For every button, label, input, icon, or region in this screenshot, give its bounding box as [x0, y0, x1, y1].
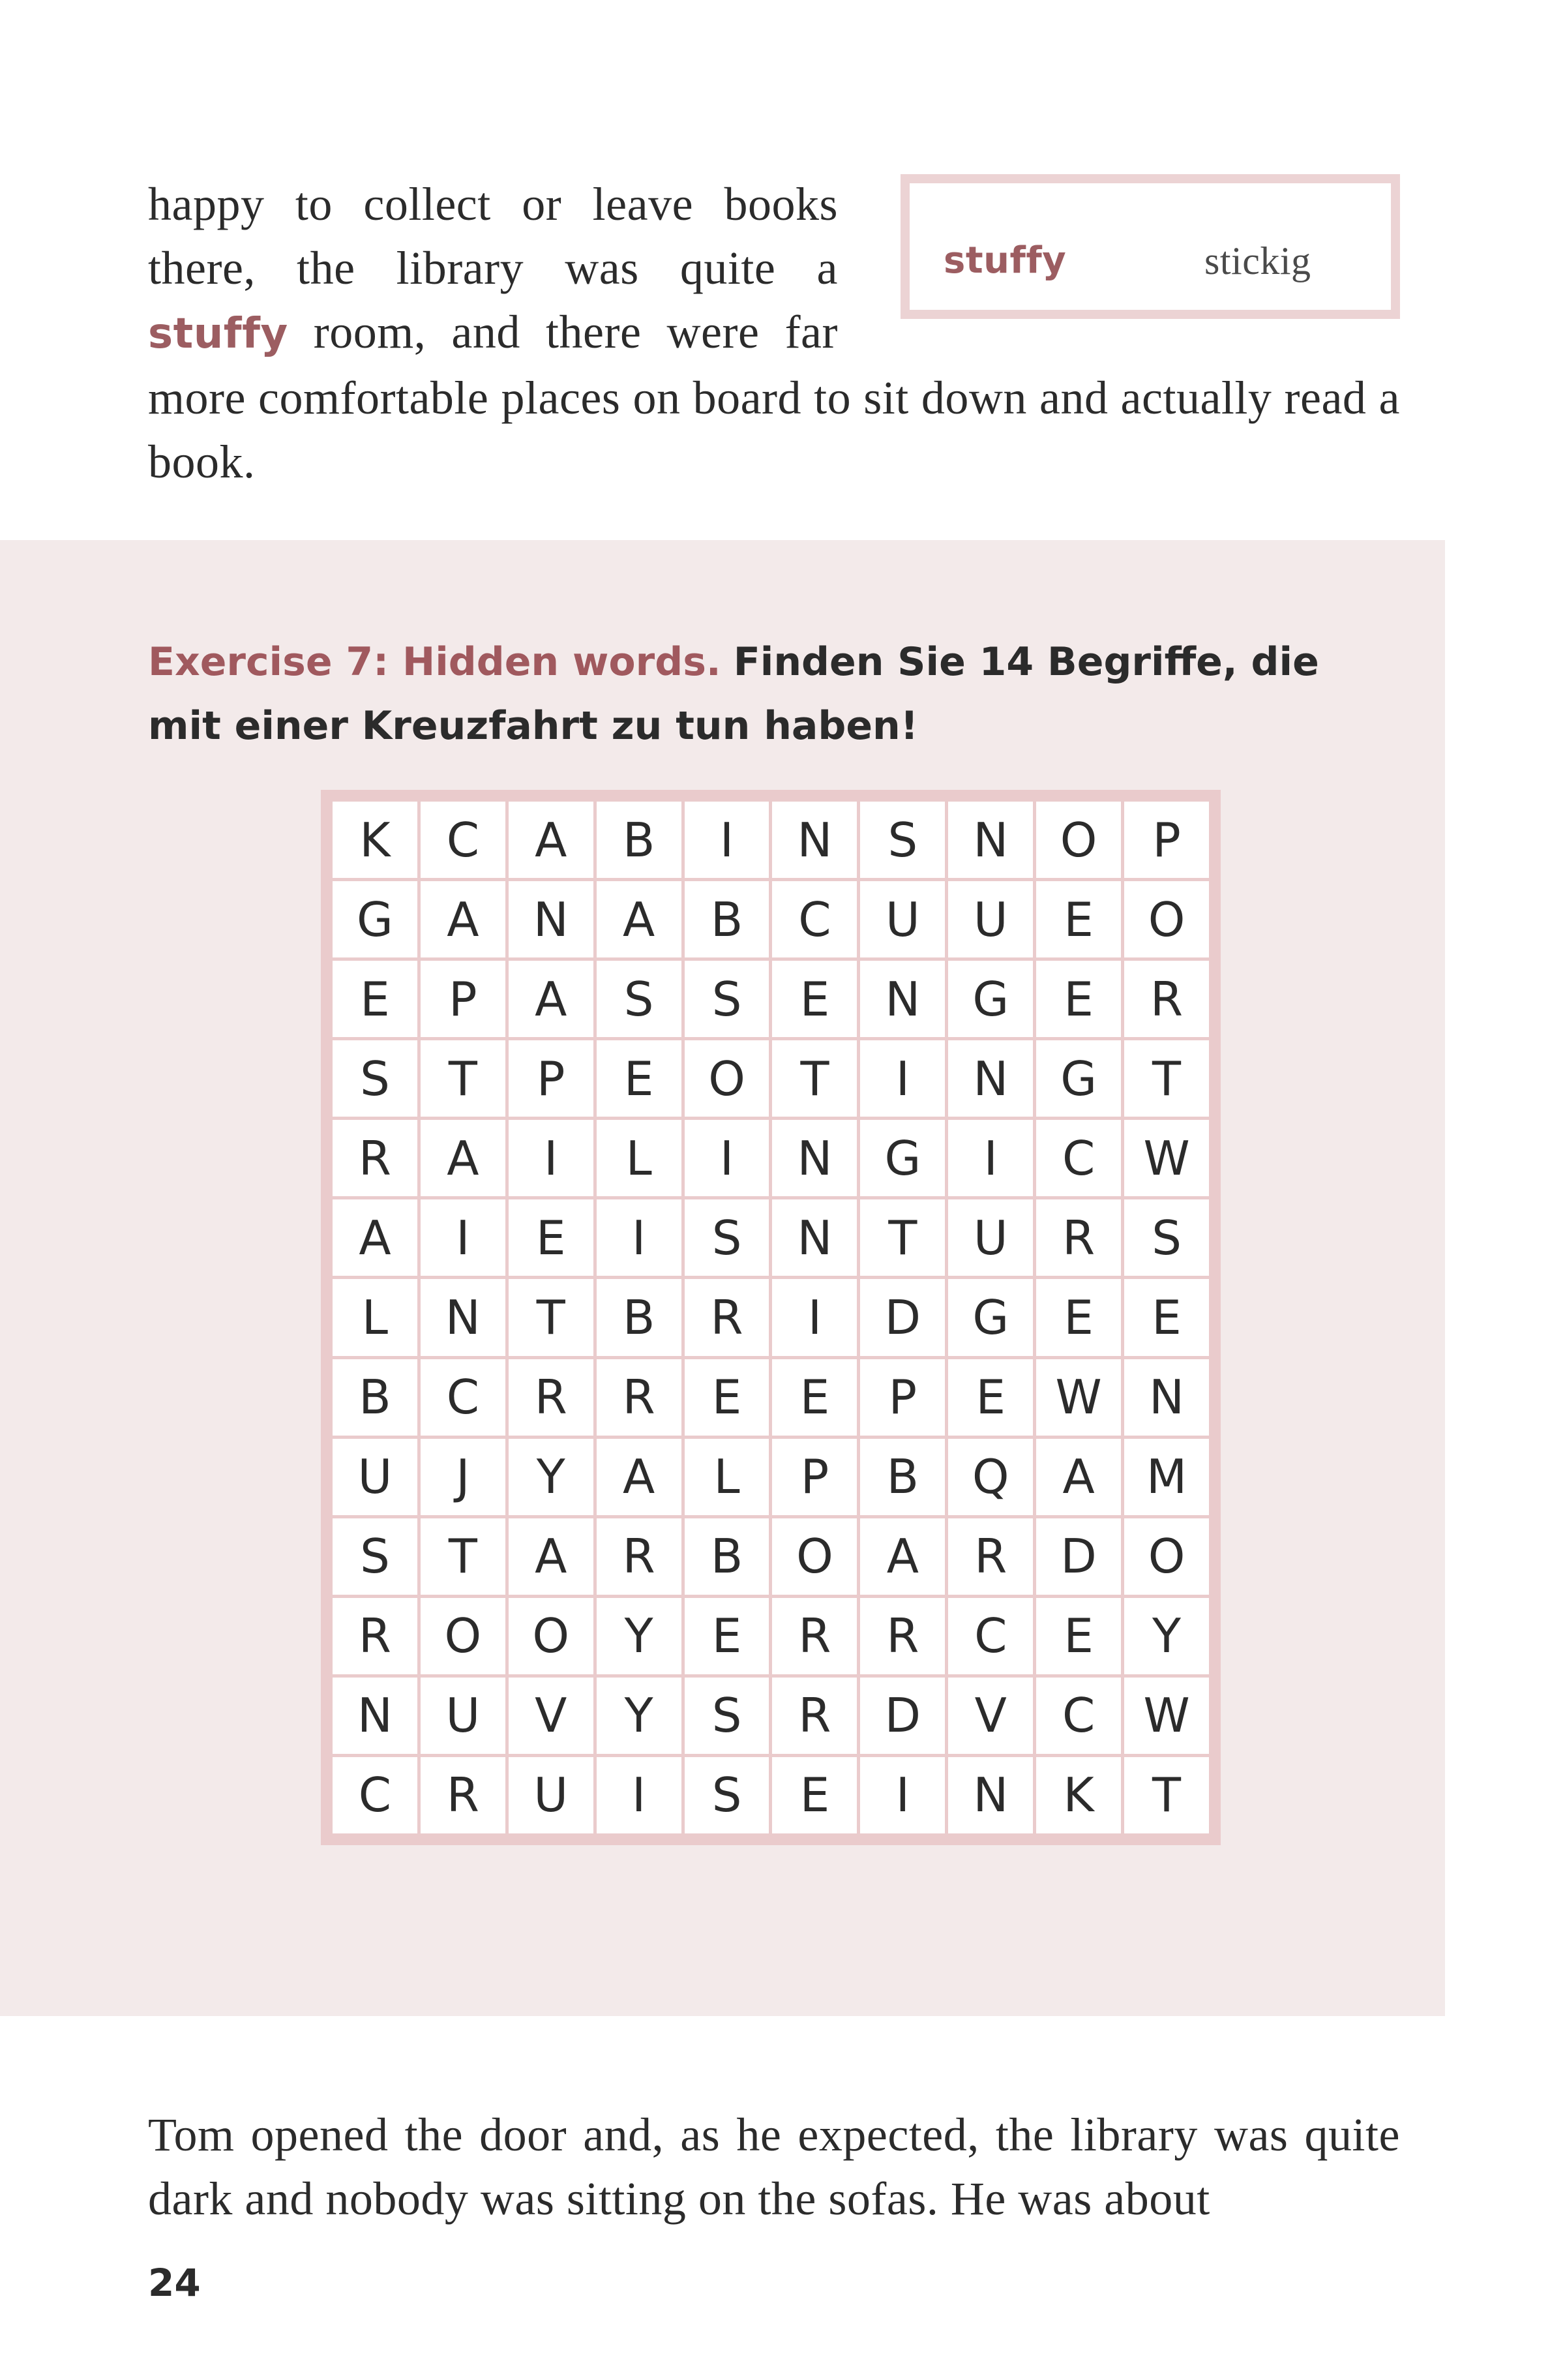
highlighted-word: stuffy	[148, 310, 288, 358]
grid-cell: V	[948, 1678, 1033, 1754]
grid-cell: E	[597, 1040, 681, 1117]
grid-cell: T	[1124, 1040, 1209, 1117]
grid-cell: R	[597, 1518, 681, 1595]
grid-cell: T	[860, 1199, 945, 1276]
grid-cell: R	[772, 1678, 857, 1754]
grid-cell: B	[685, 1518, 769, 1595]
grid-cell: I	[685, 1120, 769, 1196]
grid-cell: A	[509, 802, 593, 878]
vocab-german: stickig	[1204, 239, 1311, 282]
grid-cell: I	[421, 1199, 505, 1276]
grid-cell: U	[948, 881, 1033, 957]
grid-cell: G	[948, 961, 1033, 1037]
grid-cell: R	[1036, 1199, 1121, 1276]
grid-cell: E	[772, 1359, 857, 1436]
grid-cell: S	[685, 1678, 769, 1754]
grid-cell: T	[421, 1040, 505, 1117]
grid-cell: L	[597, 1120, 681, 1196]
grid-cell: P	[509, 1040, 593, 1117]
grid-cell: C	[421, 802, 505, 878]
grid-cell: A	[597, 881, 681, 957]
grid-cell: S	[860, 802, 945, 878]
grid-cell: I	[597, 1757, 681, 1833]
grid-cell: S	[333, 1040, 417, 1117]
grid-cell: D	[860, 1279, 945, 1355]
grid-cell: B	[860, 1439, 945, 1515]
grid-cell: N	[333, 1678, 417, 1754]
grid-cell: I	[948, 1120, 1033, 1196]
grid-cell: N	[948, 1040, 1033, 1117]
grid-cell: E	[1124, 1279, 1209, 1355]
grid-cell: U	[509, 1757, 593, 1833]
grid-cell: E	[772, 961, 857, 1037]
grid-cell: R	[421, 1757, 505, 1833]
grid-cell: Y	[597, 1598, 681, 1674]
grid-cell: K	[333, 802, 417, 878]
grid-cell: T	[509, 1279, 593, 1355]
grid-cell: N	[772, 802, 857, 878]
top-text-after: room, and there were far more comfortable places on board to sit down and actually read a book.	[148, 306, 1400, 488]
grid-cell: R	[860, 1598, 945, 1674]
grid-cell: U	[333, 1439, 417, 1515]
grid-cell: R	[772, 1598, 857, 1674]
vocab-english: stuffy	[944, 239, 1067, 282]
grid-cell: E	[685, 1598, 769, 1674]
grid-cell: O	[509, 1598, 593, 1674]
grid-cell: E	[948, 1359, 1033, 1436]
grid-cell: E	[685, 1359, 769, 1436]
grid-cell: D	[860, 1678, 945, 1754]
grid-cell: C	[421, 1359, 505, 1436]
grid-cell: R	[509, 1359, 593, 1436]
grid-cell: Y	[509, 1439, 593, 1515]
grid-cell: A	[1036, 1439, 1121, 1515]
word-search-frame	[321, 790, 1221, 1845]
grid-cell: B	[685, 881, 769, 957]
bottom-paragraph: Tom opened the door and, as he expected, the library was quite dark and nobody was sitting on the sofas. He was about	[148, 2109, 1400, 2225]
grid-cell: C	[948, 1598, 1033, 1674]
grid-cell: T	[421, 1518, 505, 1595]
exercise-heading	[148, 630, 1374, 758]
grid-cell: O	[1124, 1518, 1209, 1595]
grid-cell: N	[509, 881, 593, 957]
grid-cell: E	[1036, 961, 1121, 1037]
grid-cell: R	[685, 1279, 769, 1355]
grid-cell: U	[948, 1199, 1033, 1276]
grid-cell: R	[333, 1120, 417, 1196]
grid-cell: E	[1036, 1279, 1121, 1355]
grid-cell: M	[1124, 1439, 1209, 1515]
grid-cell: I	[509, 1120, 593, 1196]
grid-cell: B	[597, 802, 681, 878]
grid-cell: K	[1036, 1757, 1121, 1833]
grid-cell: D	[1036, 1518, 1121, 1595]
grid-cell: P	[1124, 802, 1209, 878]
grid-cell: C	[772, 881, 857, 957]
grid-cell: B	[333, 1359, 417, 1436]
grid-cell: B	[597, 1279, 681, 1355]
grid-cell: R	[948, 1518, 1033, 1595]
grid-cell: W	[1124, 1678, 1209, 1754]
grid-cell: G	[948, 1279, 1033, 1355]
grid-cell: C	[1036, 1120, 1121, 1196]
grid-cell: O	[685, 1040, 769, 1117]
vocab-box	[901, 174, 1400, 319]
grid-cell: E	[1036, 1598, 1121, 1674]
grid-cell: G	[333, 881, 417, 957]
grid-cell: O	[421, 1598, 505, 1674]
grid-cell: C	[333, 1757, 417, 1833]
grid-cell: S	[597, 961, 681, 1037]
grid-cell: P	[860, 1359, 945, 1436]
grid-cell: R	[597, 1359, 681, 1436]
grid-cell: N	[948, 802, 1033, 878]
grid-cell: S	[685, 961, 769, 1037]
grid-cell: O	[1036, 802, 1121, 878]
grid-cell: W	[1124, 1120, 1209, 1196]
grid-cell: S	[685, 1757, 769, 1833]
grid-cell: E	[772, 1757, 857, 1833]
top-paragraph	[148, 172, 1400, 494]
word-search-grid	[333, 802, 1209, 1833]
grid-cell: O	[1124, 881, 1209, 957]
grid-cell: Q	[948, 1439, 1033, 1515]
grid-cell: I	[685, 802, 769, 878]
grid-cell: O	[772, 1518, 857, 1595]
grid-cell: I	[860, 1040, 945, 1117]
grid-cell: I	[597, 1199, 681, 1276]
exercise-instruction: Finden Sie 14 Begriffe, die mit einer Kreuzfahrt zu tun haben!	[148, 639, 1319, 749]
grid-cell: A	[597, 1439, 681, 1515]
grid-cell: G	[1036, 1040, 1121, 1117]
exercise-panel	[0, 540, 1445, 2016]
grid-cell: A	[421, 1120, 505, 1196]
grid-cell: A	[509, 961, 593, 1037]
grid-cell: C	[1036, 1678, 1121, 1754]
grid-cell: N	[1124, 1359, 1209, 1436]
grid-cell: R	[1124, 961, 1209, 1037]
grid-cell: A	[333, 1199, 417, 1276]
grid-cell: J	[421, 1439, 505, 1515]
grid-cell: A	[860, 1518, 945, 1595]
grid-cell: I	[772, 1279, 857, 1355]
grid-cell: V	[509, 1678, 593, 1754]
grid-cell: I	[860, 1757, 945, 1833]
grid-cell: A	[421, 881, 505, 957]
grid-cell: T	[1124, 1757, 1209, 1833]
grid-cell: S	[333, 1518, 417, 1595]
grid-cell: A	[509, 1518, 593, 1595]
page-number: 24	[148, 2261, 201, 2305]
grid-cell: N	[948, 1757, 1033, 1833]
grid-cell: S	[685, 1199, 769, 1276]
grid-cell: U	[860, 881, 945, 957]
grid-cell: P	[772, 1439, 857, 1515]
grid-cell: T	[772, 1040, 857, 1117]
grid-cell: G	[860, 1120, 945, 1196]
grid-cell: L	[685, 1439, 769, 1515]
grid-cell: R	[333, 1598, 417, 1674]
grid-cell: N	[772, 1199, 857, 1276]
grid-cell: Y	[597, 1678, 681, 1754]
grid-cell: N	[860, 961, 945, 1037]
grid-cell: E	[1036, 881, 1121, 957]
top-text-before: happy to collect or leave books there, the library was quite a	[148, 178, 838, 294]
grid-cell: N	[772, 1120, 857, 1196]
grid-cell: L	[333, 1279, 417, 1355]
grid-cell: E	[509, 1199, 593, 1276]
exercise-label: Exercise 7: Hidden words.	[148, 639, 721, 685]
grid-cell: U	[421, 1678, 505, 1754]
grid-cell: W	[1036, 1359, 1121, 1436]
grid-cell: Y	[1124, 1598, 1209, 1674]
grid-cell: E	[333, 961, 417, 1037]
grid-cell: S	[1124, 1199, 1209, 1276]
grid-cell: N	[421, 1279, 505, 1355]
grid-cell: P	[421, 961, 505, 1037]
